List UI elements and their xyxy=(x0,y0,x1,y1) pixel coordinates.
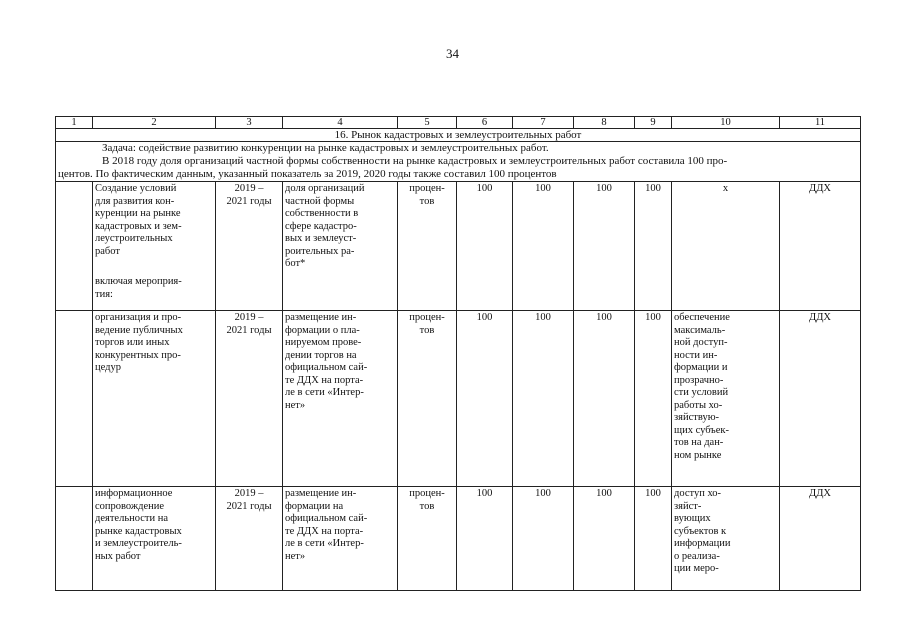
measure-name-cell: организация и про- ведение публичных торгов или иных конкурентных про- цедур xyxy=(93,311,216,487)
value-cell-7: 100 xyxy=(513,487,574,591)
indicator-cell: размещение ин- формации о пла- нируемом прове- дении торгов на официальном сай- те ДДХ на порта- ле в сети «Интер- нет» xyxy=(283,311,398,487)
row-empty-cell xyxy=(56,182,93,311)
task-row xyxy=(56,142,861,182)
col-header-9: 9 xyxy=(635,117,672,129)
table-row xyxy=(56,182,861,311)
col-header-10: 10 xyxy=(672,117,780,129)
section-row xyxy=(56,129,861,142)
value-cell-6: 100 xyxy=(457,182,513,311)
col-header-3: 3 xyxy=(216,117,283,129)
unit-cell: процен- тов xyxy=(398,182,457,311)
value-cell-9: 100 xyxy=(635,311,672,487)
result-cell: обеспечение максималь- ной доступ- ности ин- формации и прозрачно- сти условий работы хо- зяйствую- щих субъек- тов на дан- ном рынке xyxy=(672,311,780,487)
measure-name: Создание условий для развития кон- куренции на рынке кадастровых и зем- леустроительных работ xyxy=(95,183,182,257)
unit-cell: процен- тов xyxy=(398,311,457,487)
value-cell-6: 100 xyxy=(457,311,513,487)
indicator-cell: доля организаций частной формы собственности в сфере кадастро- вых и землеуст- роительных ра- бот* xyxy=(283,182,398,311)
period-cell: 2019 – 2021 годы xyxy=(216,182,283,311)
executor-cell: ДДХ xyxy=(780,182,861,311)
page-number: 34 xyxy=(446,46,459,61)
task-description xyxy=(56,142,861,182)
task-line-3: центов. По фактическим данным, указанный показатель за 2019, 2020 годы также составил 100 процентов xyxy=(58,168,557,180)
col-header-5: 5 xyxy=(398,117,457,129)
executor-cell: ДДХ xyxy=(780,487,861,591)
col-header-6: 6 xyxy=(457,117,513,129)
col-header-7: 7 xyxy=(513,117,574,129)
period-cell: 2019 – 2021 годы xyxy=(216,311,283,487)
value-cell-8: 100 xyxy=(574,311,635,487)
task-line-2: В 2018 году доля организаций частной формы собственности на рынке кадастровых и землеустроительных работ составила 100 про- xyxy=(102,155,728,167)
value-cell-7: 100 xyxy=(513,182,574,311)
row-empty-cell xyxy=(56,487,93,591)
task-line-1: Задача: содействие развитию конкуренции на рынке кадастровых и землеустроительных работ. xyxy=(102,142,549,154)
value-cell-7: 100 xyxy=(513,311,574,487)
column-number-row xyxy=(56,117,861,129)
table-row xyxy=(56,487,861,591)
col-header-2: 2 xyxy=(93,117,216,129)
value-cell-9: 100 xyxy=(635,182,672,311)
result-cell: х xyxy=(672,182,780,311)
col-header-1: 1 xyxy=(56,117,93,129)
col-header-11: 11 xyxy=(780,117,861,129)
executor-cell: ДДХ xyxy=(780,311,861,487)
indicator-cell: размещение ин- формации на официальном сай- те ДДХ на порта- ле в сети «Интер- нет» xyxy=(283,487,398,591)
col-header-4: 4 xyxy=(283,117,398,129)
col-header-8: 8 xyxy=(574,117,635,129)
value-cell-8: 100 xyxy=(574,182,635,311)
section-title: 16. Рынок кадастровых и землеустроительных работ xyxy=(56,129,861,142)
period-cell: 2019 – 2021 годы xyxy=(216,487,283,591)
result-cell: доступ хо- зяйст- вующих субъектов к информации о реализа- ции меро- xyxy=(672,487,780,591)
measure-name-cell xyxy=(93,182,216,311)
table-row xyxy=(56,311,861,487)
measure-name-extra: включая мероприя- тия: xyxy=(95,276,182,300)
value-cell-6: 100 xyxy=(457,487,513,591)
unit-cell: процен- тов xyxy=(398,487,457,591)
measures-table xyxy=(55,116,861,591)
value-cell-8: 100 xyxy=(574,487,635,591)
value-cell-9: 100 xyxy=(635,487,672,591)
row-empty-cell xyxy=(56,311,93,487)
measure-name-cell: информационное сопровождение деятельности на рынке кадастровых и землеустроитель- ных работ xyxy=(93,487,216,591)
